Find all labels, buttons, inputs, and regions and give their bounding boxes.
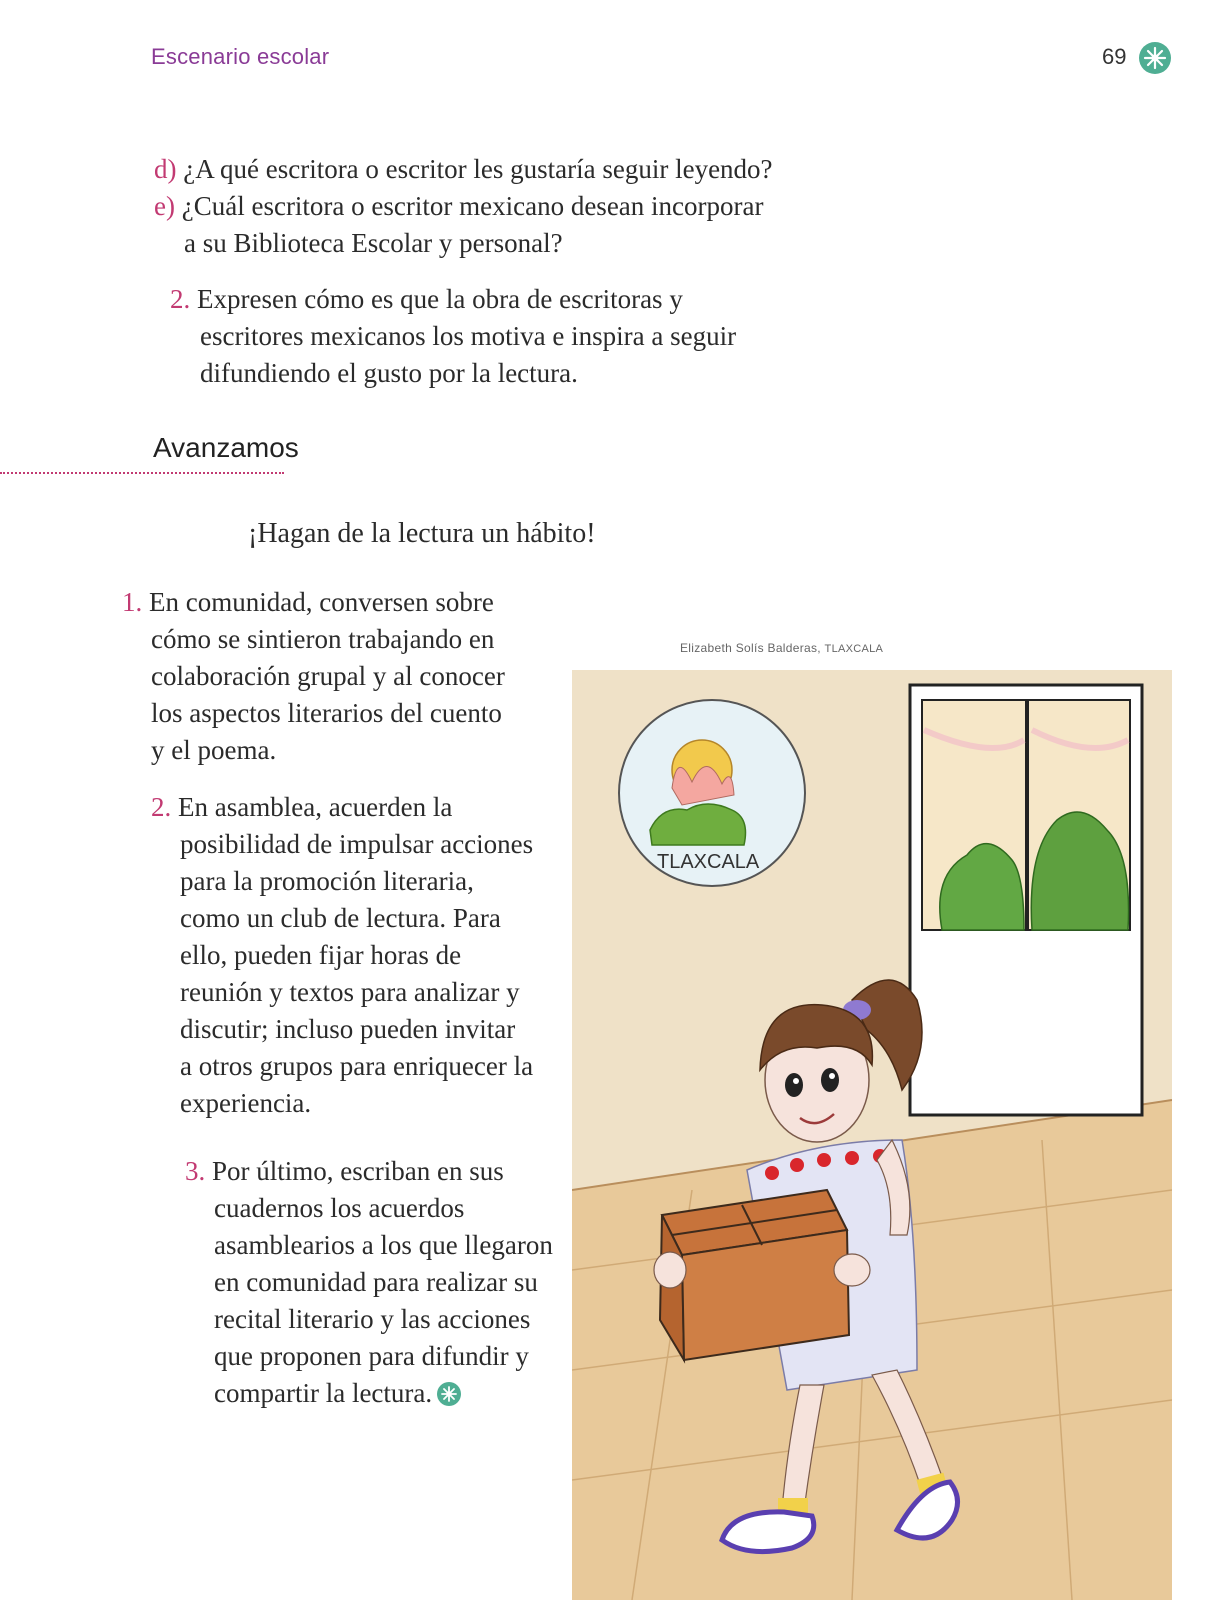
- doorway: [910, 685, 1142, 1115]
- step-text: que proponen para difundir y: [214, 1341, 529, 1371]
- step-marker: 3.: [185, 1156, 206, 1186]
- emblem-text: TLAXCALA: [657, 851, 760, 873]
- caption-author: Elizabeth Solís Balderas,: [680, 641, 821, 655]
- item-text: ¿Cuál escritora o escritor mexicano desean incorporar: [181, 191, 764, 221]
- illustration-caption: [680, 641, 883, 655]
- step-text: a otros grupos para enriquecer la: [180, 1051, 534, 1081]
- step-text: compartir la lectura.: [214, 1378, 433, 1408]
- step-text: reunión y textos para analizar y: [180, 977, 520, 1007]
- step-2: [151, 789, 452, 826]
- step-text: colaboración grupal y al conocer: [151, 661, 505, 691]
- section-divider: [0, 472, 284, 474]
- cardboard-box: [654, 1190, 870, 1360]
- step-text: los aspectos literarios del cuento: [151, 698, 502, 728]
- step-marker: 2.: [151, 792, 172, 822]
- step-text: recital literario y las acciones: [214, 1304, 531, 1334]
- step-text: discutir; incluso pueden invitar: [180, 1014, 516, 1044]
- list-item-e: [154, 188, 763, 225]
- item-marker: e): [154, 191, 175, 221]
- step-text: para la promoción literaria,: [180, 866, 474, 896]
- section-title: Avanzamos: [153, 432, 299, 463]
- item-text: escritores mexicanos los motiva e inspira a seguir: [200, 321, 737, 351]
- step-text: Por último, escriban en sus: [212, 1156, 504, 1186]
- step-text: como un club de lectura. Para: [180, 903, 501, 933]
- caption-place: TLAXCALA: [824, 643, 884, 655]
- item-text: difundiendo el gusto por la lectura.: [200, 358, 578, 388]
- step-text: experiencia.: [180, 1088, 312, 1118]
- step-3-last-line: [214, 1375, 462, 1412]
- item-marker: 2.: [170, 284, 191, 314]
- step-text: En asamblea, acuerden la: [178, 792, 453, 822]
- item-text: ¿A qué escritora o escritor les gustaría seguir leyendo?: [183, 154, 773, 184]
- flower-badge-icon: [1138, 41, 1172, 75]
- section-name: Escenario escolar: [151, 44, 330, 69]
- step-3: [185, 1153, 504, 1190]
- step-text: ello, pueden fijar horas de: [180, 940, 462, 970]
- step-text: cómo se sintieron trabajando en: [151, 624, 495, 654]
- step-text: posibilidad de impulsar acciones: [180, 829, 534, 859]
- item-marker: d): [154, 154, 177, 184]
- step-text: y el poema.: [151, 735, 277, 765]
- page-number: 69: [1102, 44, 1127, 69]
- item-text: Expresen cómo es que la obra de escritoras y: [197, 284, 683, 314]
- step-text: en comunidad para realizar su: [214, 1267, 538, 1297]
- step-1: [122, 584, 494, 621]
- item-text: a su Biblioteca Escolar y personal?: [184, 228, 563, 258]
- step-marker: 1.: [122, 587, 143, 617]
- list-item-d: [154, 151, 773, 188]
- list-item-2: [170, 281, 683, 318]
- step-text: En comunidad, conversen sobre: [149, 587, 494, 617]
- step-text: cuadernos los acuerdos: [214, 1193, 465, 1223]
- end-flower-icon: [436, 1381, 462, 1407]
- step-text: asamblearios a los que llegaron: [214, 1230, 553, 1260]
- tlaxcala-emblem: [619, 700, 805, 886]
- girl-carrying-box-illustration: [572, 670, 1172, 1600]
- section-subtitle: ¡Hagan de la lectura un hábito!: [248, 518, 596, 549]
